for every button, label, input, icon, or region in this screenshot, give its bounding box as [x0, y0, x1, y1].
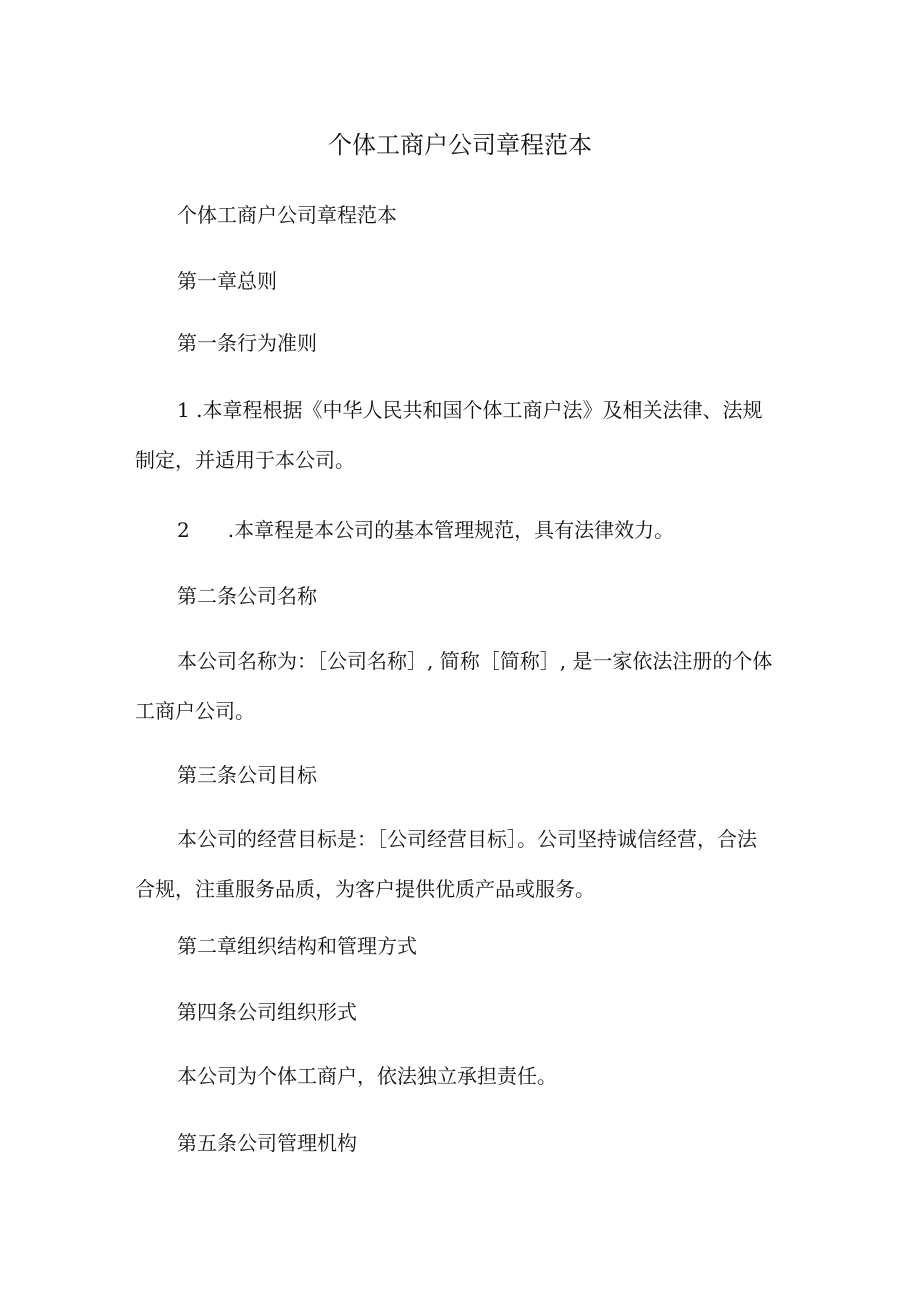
article-heading [135, 750, 795, 800]
paragraph-line: 个体工商户公司章程范本 [177, 203, 397, 227]
paragraph-line: 制定，并适用于本公司。 [135, 448, 355, 472]
document-title: 个体工商户公司章程范本 [328, 131, 592, 159]
paragraph-line: 第一条行为准则 [177, 331, 317, 355]
paragraph-line: 第二章组织结构和管理方式 [177, 934, 417, 958]
paragraph [135, 1051, 795, 1101]
paragraph-line: 本公司为个体工商户，依法独立承担责任。 [177, 1064, 557, 1088]
article-heading [135, 318, 795, 368]
paragraph-line: 本公司的经营目标是：［公司经营目标］。公司坚持诚信经营，合法 [177, 827, 757, 851]
paragraph-line: 工商户公司。 [135, 699, 255, 723]
paragraph-line: 第五条公司管理机构 [177, 1131, 357, 1155]
paragraph-line: 第二条公司名称 [177, 584, 317, 608]
article-heading [135, 987, 795, 1037]
chapter-heading [135, 256, 795, 306]
paragraph [135, 636, 795, 736]
paragraph [135, 385, 795, 485]
paragraph-line: .本章程是本公司的基本管理规范，具有法律效力。 [227, 518, 675, 542]
paragraph-line: 合规，注重服务品质，为客户提供优质产品或服务。 [135, 877, 595, 901]
article-heading [135, 1118, 795, 1168]
article-heading [135, 571, 795, 621]
chapter-heading [135, 921, 795, 971]
paragraph-line: 本公司名称为：［公司名称］, 简称［简称］, 是一家依法注册的个体 [177, 649, 773, 673]
paragraph [135, 814, 795, 914]
paragraph-line: 第一章总则 [177, 269, 277, 293]
paragraph [135, 190, 795, 240]
paragraph-line: 第三条公司目标 [177, 763, 317, 787]
list-number: 2 [177, 518, 190, 542]
paragraph-line: 第四条公司组织形式 [177, 1000, 357, 1024]
paragraph-line: 1 .本章程根据《中华人民共和国个体工商户法》及相关法律、法规 [177, 398, 763, 422]
paragraph [135, 505, 795, 555]
